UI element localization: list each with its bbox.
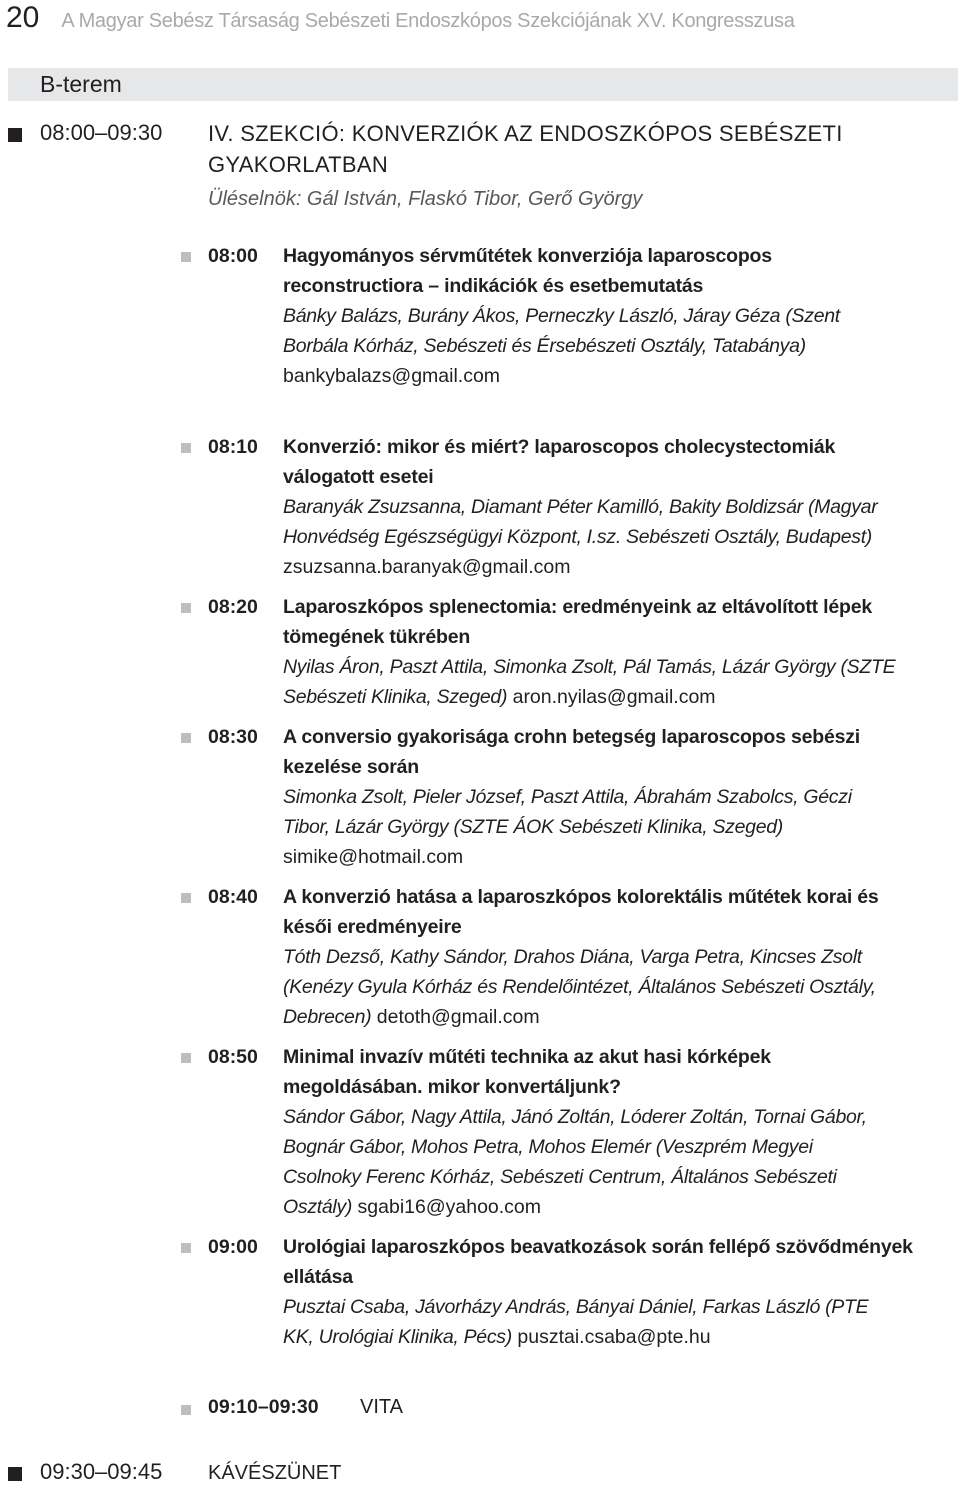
talk-title-line: Urológiai laparoszkópos beavatkozások során fellépő szövődmények — [283, 1236, 913, 1258]
talk-title-line: reconstructiora – indikációk és esetbemutatás — [283, 275, 704, 297]
talk-entry — [283, 1232, 959, 1352]
section-chairs: Üléselnök: Gál István, Flaskó Tibor, Gerő György — [208, 188, 643, 210]
talk-email[interactable]: zsuzsanna.baranyak@gmail.com — [283, 556, 571, 578]
section-title-line-2: GYAKORLATBAN — [208, 152, 389, 177]
talk-title-line: megoldásában. mikor konvertáljunk? — [283, 1076, 621, 1098]
break-label: KÁVÉSZÜNET — [208, 1462, 342, 1484]
talk-email[interactable]: sgabi16@yahoo.com — [357, 1196, 542, 1218]
talk-bullet-icon — [181, 893, 191, 903]
talk-authors-line: Debrecen) — [283, 1006, 372, 1028]
section-title-line-1: IV. SZEKCIÓ: KONVERZIÓK AZ ENDOSZKÓPOS SEBÉSZETI — [208, 121, 843, 146]
talk-bullet-icon — [181, 1053, 191, 1063]
break-bullet-icon — [8, 1467, 22, 1481]
talk-bullet-icon — [181, 603, 191, 613]
talk-authors-line: Honvédség Egészségügyi Központ, I.sz. Sebészeti Osztály, Budapest) — [283, 526, 873, 548]
discussion-label: VITA — [360, 1396, 403, 1418]
talk-authors-line: KK, Urológiai Klinika, Pécs) — [283, 1326, 512, 1348]
talk-authors-line: Tibor, Lázár György (SZTE ÁOK Sebészeti Klinika, Szeged) — [283, 816, 783, 838]
talk-entry — [283, 882, 959, 1032]
page-number: 20 — [6, 1, 40, 34]
talk-title-line: ellátása — [283, 1266, 353, 1288]
talk-title-line: Laparoszkópos splenectomia: eredményeink az eltávolított lépek — [283, 596, 873, 618]
section-time: 08:00–09:30 — [40, 120, 163, 145]
talk-authors-line: Simonka Zsolt, Pieler József, Paszt Attila, Ábrahám Szabolcs, Géczi — [283, 786, 852, 808]
talk-title-line: kezelése során — [283, 756, 419, 778]
room-label: B-terem — [40, 71, 122, 97]
talk-time: 08:00 — [208, 245, 258, 267]
talk-authors-line: Pusztai Csaba, Jávorházy András, Bányai Dániel, Farkas László (PTE — [283, 1296, 869, 1318]
discussion-bullet-icon — [181, 1405, 191, 1415]
talk-bullet-icon — [181, 1243, 191, 1253]
talk-authors-line: Borbála Kórház, Sebészeti és Érsebészeti Osztály, Tatabánya) — [283, 335, 806, 357]
talk-title-line: tömegének tükrében — [283, 626, 471, 648]
talk-authors-line: Bognár Gábor, Mohos Petra, Mohos Elemér (Veszprém Megyei — [283, 1136, 813, 1158]
talk-title-line: Hagyományos sérvműtétek konverziója laparoscopos — [283, 245, 772, 267]
talk-entry — [283, 1042, 959, 1222]
talk-authors-line: Bánky Balázs, Burány Ákos, Perneczky László, Járay Géza (Szent — [283, 305, 840, 327]
running-header — [6, 0, 795, 36]
talk-entry — [283, 432, 959, 582]
running-title: A Magyar Sebész Társaság Sebészeti Endoszkópos Szekciójának XV. Kongresszusa — [61, 10, 795, 32]
section-bullet-icon — [8, 128, 22, 142]
talk-email[interactable]: pusztai.csaba@pte.hu — [517, 1326, 711, 1348]
talk-email[interactable]: detoth@gmail.com — [376, 1006, 540, 1028]
talk-authors-line: Baranyák Zsuzsanna, Diamant Péter Kamilló, Bakity Boldizsár (Magyar — [283, 496, 878, 518]
talk-time: 08:30 — [208, 726, 258, 748]
talk-authors-line: Tóth Dezső, Kathy Sándor, Drahos Diána, Varga Petra, Kincses Zsolt — [283, 946, 862, 968]
talk-authors-line: (Kenézy Gyula Kórház és Rendelőintézet, Általános Sebészeti Osztály, — [283, 976, 876, 998]
talk-title-line: válogatott esetei — [283, 466, 434, 488]
talk-authors-line: Nyilas Áron, Paszt Attila, Simonka Zsolt, Pál Tamás, Lázár György (SZTE — [283, 656, 896, 678]
talk-bullet-icon — [181, 443, 191, 453]
talk-bullet-icon — [181, 733, 191, 743]
talk-time: 08:10 — [208, 436, 258, 458]
talk-entry — [283, 592, 959, 712]
talk-time: 08:20 — [208, 596, 258, 618]
talk-bullet-icon — [181, 252, 191, 262]
talk-authors-line: Osztály) — [283, 1196, 353, 1218]
talk-time: 08:50 — [208, 1046, 258, 1068]
talk-authors-line: Sebészeti Klinika, Szeged) — [283, 686, 508, 708]
talk-title-line: Minimal invazív műtéti technika az akut hasi kórképek — [283, 1046, 771, 1068]
room-bar — [8, 68, 958, 101]
talk-authors-line: Sándor Gábor, Nagy Attila, Jánó Zoltán, Lóderer Zoltán, Tornai Gábor, — [283, 1106, 867, 1128]
talk-title-line: késői eredményeire — [283, 916, 462, 938]
discussion-time: 09:10–09:30 — [208, 1396, 319, 1418]
talk-authors-line: Csolnoky Ferenc Kórház, Sebészeti Centrum, Általános Sebészeti — [283, 1166, 837, 1188]
talk-title-line: A conversio gyakorisága crohn betegség laparoscopos sebészi — [283, 726, 861, 748]
talk-email[interactable]: simike@hotmail.com — [283, 846, 464, 868]
talk-email[interactable]: bankybalazs@gmail.com — [283, 365, 501, 387]
break-time: 09:30–09:45 — [40, 1459, 163, 1484]
talk-email[interactable]: aron.nyilas@gmail.com — [512, 686, 716, 708]
talk-title-line: Konverzió: mikor és miért? laparoscopos cholecystectomiák — [283, 436, 836, 458]
talk-time: 08:40 — [208, 886, 258, 908]
talk-time: 09:00 — [208, 1236, 258, 1258]
talk-entry — [283, 241, 959, 391]
talk-title-line: A konverzió hatása a laparoszkópos kolorektális műtétek korai és — [283, 886, 879, 908]
talk-entry — [283, 722, 959, 872]
